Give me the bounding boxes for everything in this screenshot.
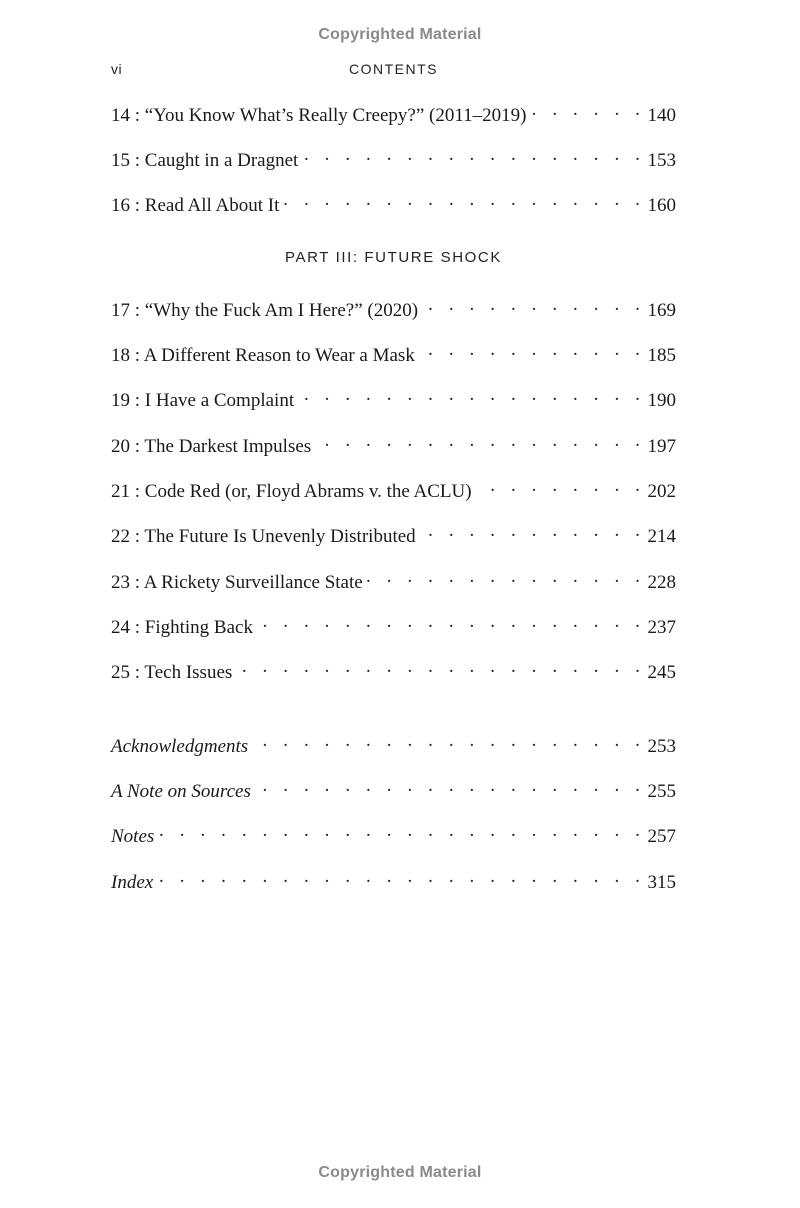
dot-leader xyxy=(257,611,646,633)
toc-entry-page: 190 xyxy=(647,390,676,411)
dot-leader xyxy=(255,775,646,797)
toc-entry-title: 25 : Tech Issues xyxy=(111,662,233,683)
dot-leader xyxy=(422,294,645,316)
part-heading: PART III: FUTURE SHOCK xyxy=(285,249,502,266)
dot-leader xyxy=(158,820,645,842)
toc-entry-page: 315 xyxy=(647,872,676,893)
toc-entry-14[interactable] xyxy=(111,99,676,125)
toc-entry-page: 228 xyxy=(647,572,676,593)
dot-leader xyxy=(419,339,646,361)
toc-entry-page: 140 xyxy=(647,105,676,126)
toc-entry-21[interactable] xyxy=(111,475,676,501)
toc-entry-page: 245 xyxy=(647,662,676,683)
copyright-watermark-bottom: Copyrighted Material xyxy=(318,1164,482,1181)
toc-entry-title: Notes xyxy=(111,826,155,847)
toc-entry-page: 185 xyxy=(647,345,676,366)
dot-leader xyxy=(420,520,646,542)
toc-entry-17[interactable] xyxy=(111,294,676,320)
toc-entry-page: 153 xyxy=(647,150,676,171)
toc-entry-23[interactable] xyxy=(111,566,676,592)
toc-entry-index[interactable] xyxy=(111,866,676,892)
toc-entry-15[interactable] xyxy=(111,144,676,170)
toc-entry-note-on-sources[interactable] xyxy=(111,775,676,801)
dot-leader xyxy=(530,99,645,121)
toc-entry-title: 21 : Code Red (or, Floyd Abrams v. the ACLU) xyxy=(111,481,472,502)
toc-entry-page: 197 xyxy=(647,436,676,457)
toc-entry-title: 23 : A Rickety Surveillance State xyxy=(111,572,363,593)
toc-entry-title: 22 : The Future Is Unevenly Distributed xyxy=(111,526,416,547)
dot-leader xyxy=(252,730,645,752)
toc-entry-title: 16 : Read All About It xyxy=(111,195,280,216)
toc-entry-page: 169 xyxy=(647,300,676,321)
toc-entry-20[interactable] xyxy=(111,430,676,456)
dot-leader xyxy=(298,384,645,406)
toc-entry-acknowledgments[interactable] xyxy=(111,730,676,756)
dot-leader xyxy=(302,144,645,166)
toc-entry-title: 17 : “Why the Fuck Am I Here?” (2020) xyxy=(111,300,419,321)
running-head xyxy=(111,61,676,81)
toc-entry-page: 160 xyxy=(647,195,676,216)
dot-leader xyxy=(283,189,645,211)
toc-entry-page: 255 xyxy=(647,781,676,802)
dot-leader xyxy=(315,430,645,452)
toc-entry-24[interactable] xyxy=(111,611,676,637)
toc-entry-page: 202 xyxy=(647,481,676,502)
toc-entry-page: 237 xyxy=(647,617,676,638)
toc-entry-title: Index xyxy=(111,872,154,893)
toc-entry-page: 257 xyxy=(647,826,676,847)
toc-entry-19[interactable] xyxy=(111,384,676,410)
copyright-watermark-top: Copyrighted Material xyxy=(318,26,482,43)
toc-entry-notes[interactable] xyxy=(111,820,676,846)
toc-entry-page: 214 xyxy=(647,526,676,547)
dot-leader xyxy=(367,566,646,588)
toc-entry-title: 18 : A Different Reason to Wear a Mask xyxy=(111,345,415,366)
toc-entry-title: 19 : I Have a Complaint xyxy=(111,390,295,411)
toc-entry-title: 20 : The Darkest Impulses xyxy=(111,436,312,457)
dot-leader xyxy=(157,866,645,888)
toc-entry-title: Acknowledgments xyxy=(111,736,249,757)
toc-entry-title: 14 : “You Know What’s Really Creepy?” (2011–2019) xyxy=(111,105,527,126)
toc-entry-16[interactable] xyxy=(111,189,676,215)
toc-entry-title: 24 : Fighting Back xyxy=(111,617,253,638)
toc-entry-title: A Note on Sources xyxy=(111,781,251,802)
page-folio: vi xyxy=(111,61,123,77)
running-head-title: CONTENTS xyxy=(349,61,438,77)
dot-leader xyxy=(476,475,646,497)
toc-entry-title: 15 : Caught in a Dragnet xyxy=(111,150,299,171)
toc-entry-18[interactable] xyxy=(111,339,676,365)
dot-leader xyxy=(236,656,645,678)
toc-entry-22[interactable] xyxy=(111,520,676,546)
toc-entry-page: 253 xyxy=(647,736,676,757)
toc-entry-25[interactable] xyxy=(111,656,676,682)
